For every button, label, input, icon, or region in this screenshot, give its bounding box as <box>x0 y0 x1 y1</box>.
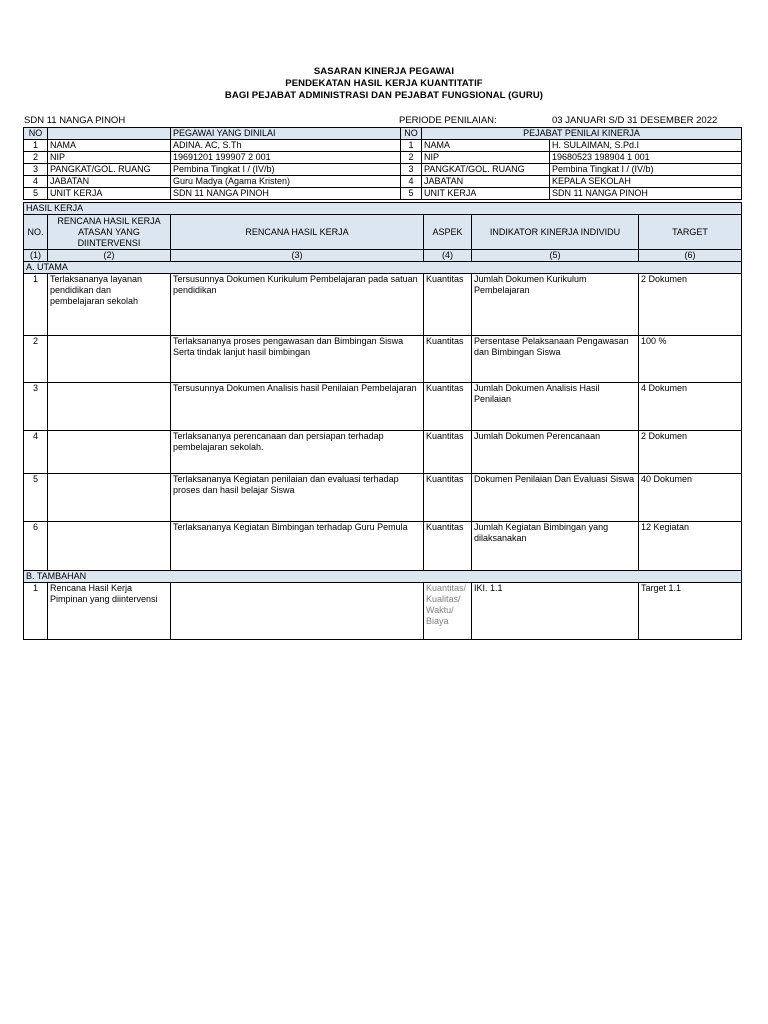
ident-row: 1 NAMA ADINA. AC, S.Th 1 NAMA H. SULAIMAN, S.Pd.I <box>24 140 742 152</box>
table-row: 4 Terlaksananya perencanaan dan persiapan terhadap pembelajaran sekolah. Kuantitas Jumlah Dokumen Perencanaan 2 Dokumen <box>24 431 742 474</box>
pegawai-header: PEGAWAI YANG DINILAI <box>171 128 401 140</box>
table-row: 6 Terlaksananya Kegiatan Bimbingan terhadap Guru Pemula Kuantitas Jumlah Kegiatan Bimbingan yang dilaksanakan 12 Kegiatan <box>24 522 742 571</box>
col-header-iki: INDIKATOR KINERJA INDIVIDU <box>472 215 639 250</box>
column-number-row: (1) (2) (3) (4) (5) (6) <box>24 250 742 262</box>
section-utama-label: A. UTAMA <box>24 262 742 274</box>
no-header: NO <box>24 128 48 140</box>
periode-label: PERIODE PENILAIAN: <box>399 115 497 126</box>
school-name: SDN 11 NANGA PINOH <box>24 115 126 126</box>
table-row: 5 Terlaksananya Kegiatan penilaian dan evaluasi terhadap proses dan hasil belajar Siswa Kuantitas Dokumen Penilaian Dan Evaluasi Siswa 40 Dokumen <box>24 474 742 522</box>
ident-row: 5 UNIT KERJA SDN 11 NANGA PINOH 5 UNIT KERJA SDN 11 NANGA PINOH <box>24 188 742 200</box>
table-row: 3 Tersusunnya Dokumen Analisis hasil Penilaian Pembelajaran Kuantitas Jumlah Dokumen Analisis Hasil Penilaian 4 Dokumen <box>24 383 742 431</box>
col-header-aspek: ASPEK <box>424 215 472 250</box>
col-header-rhk: RENCANA HASIL KERJA <box>171 215 424 250</box>
no-header-2: NO <box>401 128 422 140</box>
identity-table <box>23 127 742 200</box>
title-line-3: BAGI PEJABAT ADMINISTRASI DAN PEJABAT FUNGSIONAL (GURU) <box>224 90 544 101</box>
ident-row: 4 JABATAN Guru Madya (Agama Kristen) 4 JABATAN KEPALA SEKOLAH <box>24 176 742 188</box>
section-tambahan-label: B. TAMBAHAN <box>24 571 742 583</box>
col-header-rhk-atasan: RENCANA HASIL KERJA ATASAN YANG DIINTERVENSI <box>48 215 171 250</box>
document-titles <box>0 66 768 102</box>
hasil-kerja-table <box>23 202 742 640</box>
hasil-kerja-label: HASIL KERJA <box>24 203 742 215</box>
table-row: 1 Rencana Hasil Kerja Pimpinan yang diintervensi Kuantitas/ Kualitas/ Waktu/ Biaya IKI. 1.1 Target 1.1 <box>24 583 742 640</box>
periode-value: 03 JANUARI S/D 31 DESEMBER 2022 <box>552 115 718 126</box>
col-header-target: TARGET <box>639 215 742 250</box>
ident-row: 2 NIP 19691201 199907 2 001 2 NIP 19680523 198904 1 001 <box>24 152 742 164</box>
title-line-1: SASARAN KINERJA PEGAWAI <box>313 66 455 77</box>
pejabat-header: PEJABAT PENILAI KINERJA <box>422 128 742 140</box>
table-row: 1 Terlaksananya layanan pendidikan dan pembelajaran sekolah Tersusunnya Dokumen Kurikulum Pembelajaran pada satuan pendidikan Kuantitas Jumlah Dokumen Kurikulum Pembelajaran 2 Dokumen <box>24 274 742 336</box>
title-line-2: PENDEKATAN HASIL KERJA KUANTITATIF <box>285 78 483 89</box>
col-header-no: NO. <box>24 215 48 250</box>
ident-row: 3 PANGKAT/GOL. RUANG Pembina Tingkat I / (IV/b) 3 PANGKAT/GOL. RUANG Pembina Tingkat I / (IV/b) <box>24 164 742 176</box>
table-row: 2 Terlaksananya proses pengawasan dan Bimbingan Siswa Serta tindak lanjut hasil bimbingan Kuantitas Persentase Pelaksanaan Pengawasan dan Bimbingan Siswa 100 % <box>24 336 742 383</box>
